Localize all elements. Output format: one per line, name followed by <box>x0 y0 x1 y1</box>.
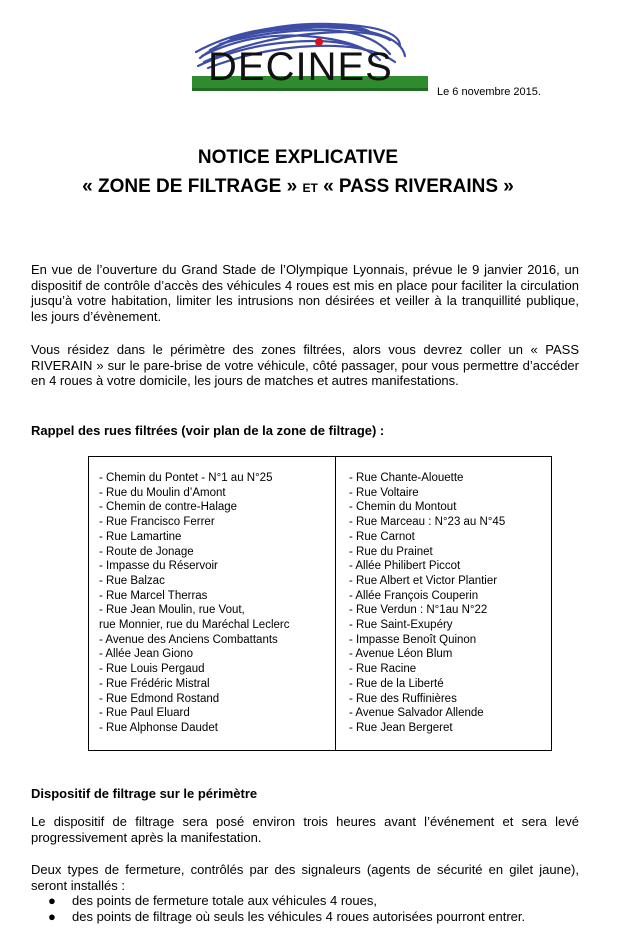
street-item: - Rue Louis Pergaud <box>99 663 205 676</box>
street-item: - Allée François Couperin <box>349 589 479 602</box>
street-item: - Rue Alphonse Daudet <box>99 721 218 734</box>
list-item <box>48 909 525 925</box>
document-subtitle <box>0 176 596 198</box>
decines-logo <box>190 20 430 100</box>
street-item: - Rue de la Liberté <box>349 677 444 690</box>
document-date: Le 6 novembre 2015. <box>437 86 541 98</box>
streets-heading: Rappel des rues filtrées (voir plan de la zone de filtrage) : <box>31 423 385 438</box>
subtitle-part2: « PASS RIVERAINS » <box>323 176 514 197</box>
street-item: - Rue Balzac <box>99 574 165 587</box>
column-divider <box>335 457 336 750</box>
street-item: - Chemin du Pontet - N°1 au N°25 <box>99 472 273 484</box>
street-item: - Chemin du Montout <box>349 501 457 514</box>
streets-table <box>88 456 552 751</box>
street-item: - Rue Marceau : N°23 au N°45 <box>349 516 506 529</box>
closure-types-list <box>48 893 525 924</box>
bullet-icon: ● <box>48 893 56 908</box>
bullet-icon: ● <box>48 908 56 924</box>
street-item: - Impasse Benoît Quinon <box>349 633 477 646</box>
street-item: - Rue Jean Bergeret <box>349 721 453 734</box>
street-item: - Avenue Salvador Allende <box>349 707 484 720</box>
street-item: - Rue Francisco Ferrer <box>99 516 215 529</box>
street-item: - Rue Marcel Therras <box>99 589 208 602</box>
street-item: - Avenue Léon Blum <box>349 648 453 661</box>
subtitle-part1: « ZONE DE FILTRAGE » <box>82 176 298 197</box>
street-item: - Rue Racine <box>349 663 417 676</box>
street-item: - Rue Verdun : N°1au N°22 <box>349 604 488 617</box>
street-item: - Impasse du Réservoir <box>99 560 218 573</box>
filter-paragraph-1: Le dispositif de filtrage sera posé environ trois heures avant l’événement et sera levé progressivement après la manifestation. <box>31 814 579 845</box>
filter-heading: Dispositif de filtrage sur le périmètre <box>31 786 258 801</box>
street-item: - Rue Paul Eluard <box>99 707 190 720</box>
street-item: rue Monnier, rue du Maréchal Leclerc <box>99 619 290 632</box>
filter-paragraph-2: Deux types de fermeture, contrôlés par des signaleurs (agents de sécurité en gilet jaune), seront installés : <box>31 862 579 893</box>
street-item: - Rue Jean Moulin, rue Vout, <box>99 604 245 617</box>
intro-paragraph-1: En vue de l’ouverture du Grand Stade de l’Olympique Lyonnais, prévue le 9 janvier 2016, un dispositif de contrôle d’accès des véhicules 4 roues est mis en place pour faciliter la circulation jusqu’à votre habitation, limiter les intrusions non désirées et veiller à la tranquillité publique, les jours d’évènement. <box>31 262 579 324</box>
street-item: - Rue du Prainet <box>349 545 433 558</box>
street-item: - Chemin de contre-Halage <box>99 501 238 514</box>
document-title: NOTICE EXPLICATIVE <box>197 147 399 168</box>
intro-paragraph-2: Vous résidez dans le périmètre des zones filtrées, alors vous devrez coller un « PASS RIVERAIN » sur le pare-brise de votre véhicule, côté passager, pour vous permettre d’accéder en 4 roues à votre domicile, les jours de matches et autres manifestations. <box>31 342 579 388</box>
street-item: - Route de Jonage <box>99 545 194 558</box>
street-item: - Rue du Moulin d’Amont <box>99 486 226 499</box>
street-item: - Rue des Ruffinières <box>349 692 457 705</box>
street-item: - Rue Edmond Rostand <box>99 692 220 705</box>
street-item: - Rue Saint-Exupéry <box>349 619 453 632</box>
streets-left-column <box>99 471 290 736</box>
street-item: - Rue Carnot <box>349 530 415 543</box>
subtitle-et: ET <box>302 181 318 195</box>
street-item: - Rue Frédéric Mistral <box>99 677 210 690</box>
street-item: - Rue Voltaire <box>349 486 419 499</box>
street-item: - Rue Chante-Alouette <box>349 472 464 484</box>
bullet-text: des points de fermeture totale aux véhicules 4 roues, <box>72 893 377 908</box>
street-item: - Rue Albert et Victor Plantier <box>349 574 498 587</box>
bullet-text: des points de filtrage où seuls les véhicules 4 roues autorisées pourront entrer. <box>72 908 526 924</box>
list-item <box>48 893 525 909</box>
street-item: - Rue Lamartine <box>99 530 182 543</box>
logo-graphic <box>190 20 430 100</box>
street-item: - Allée Philibert Piccot <box>349 560 461 573</box>
street-item: - Allée Jean Giono <box>99 648 193 661</box>
logo-text: DECINES <box>208 45 393 89</box>
street-item: - Avenue des Anciens Combattants <box>99 633 278 646</box>
streets-right-column <box>349 471 505 736</box>
